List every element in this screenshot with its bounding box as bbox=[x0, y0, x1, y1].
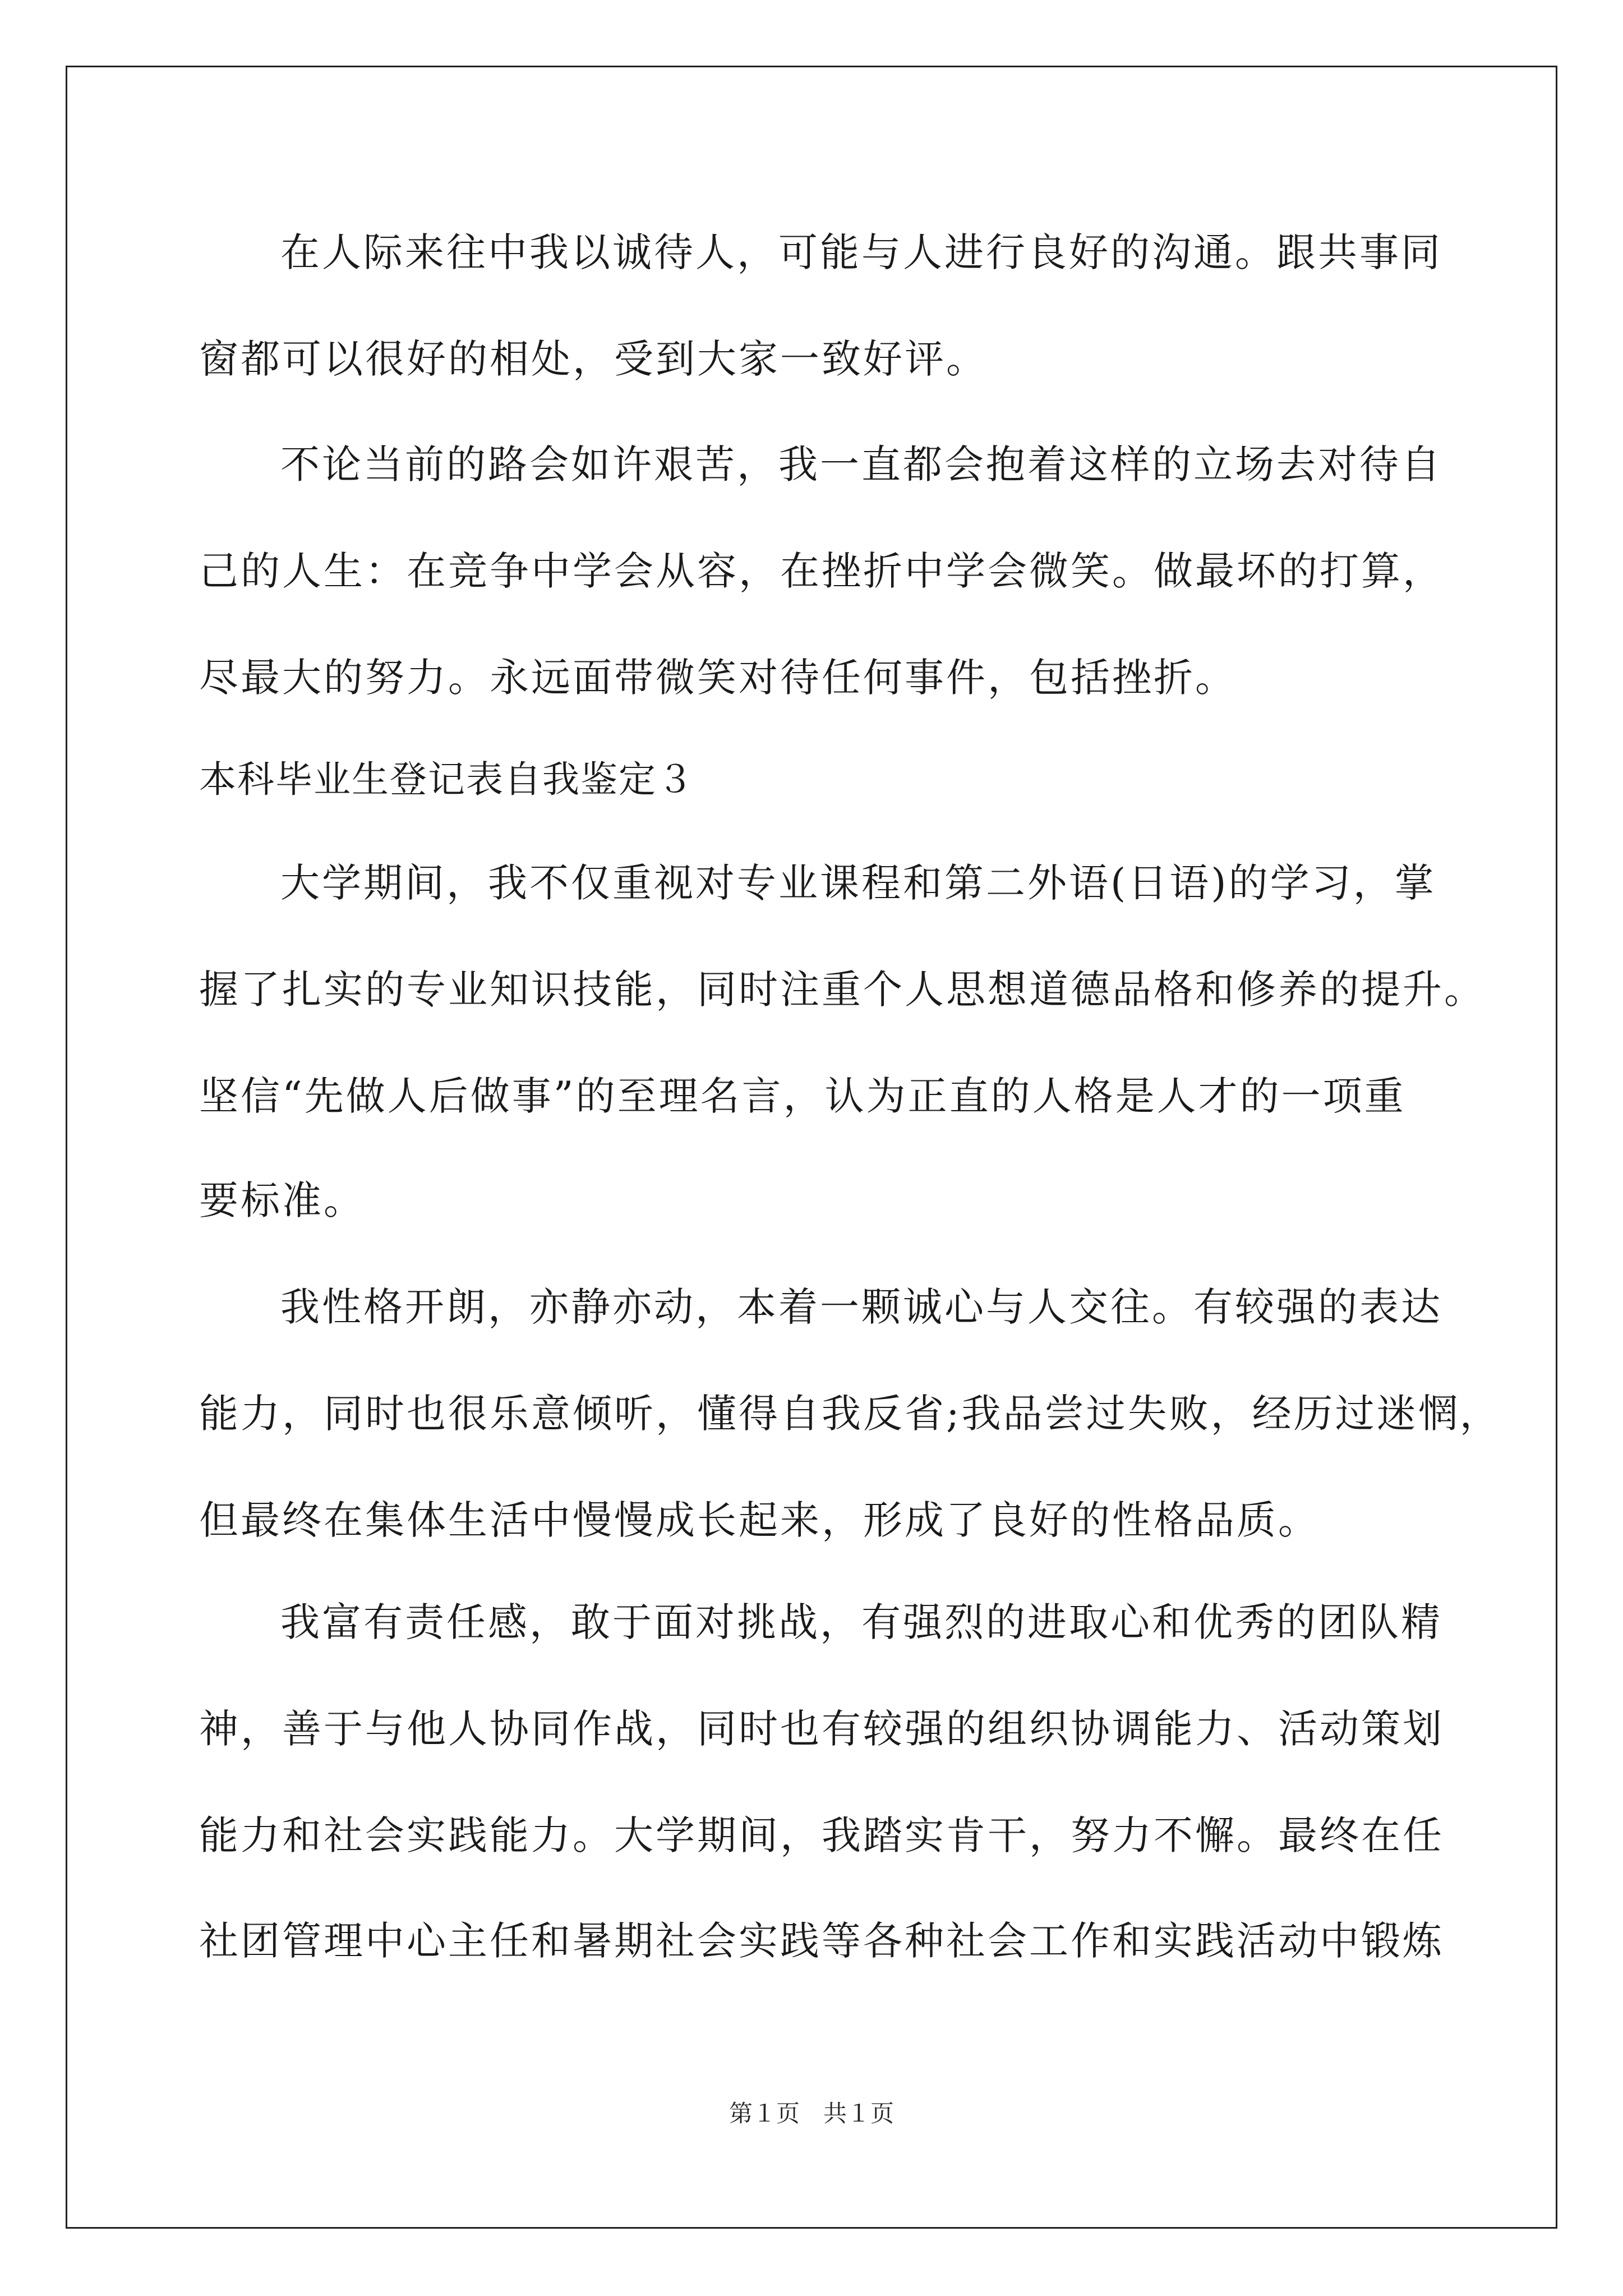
paragraph-3-line-4: 要标准。 bbox=[199, 1177, 365, 1223]
paragraph-5-line-3: 能力和社会实践能力。大学期间，我踏实肯干，努力不懈。最终在任 bbox=[199, 1812, 1444, 1858]
paragraph-2-line-3: 尽最大的努力。永远面带微笑对待任何事件，包括挫折。 bbox=[199, 655, 1237, 701]
paragraph-1-line-2: 窗都可以很好的相处，受到大家一致好评。 bbox=[199, 336, 988, 382]
paragraph-1-line-1: 在人际来往中我以诚待人，可能与人进行良好的沟通。跟共事同 bbox=[280, 229, 1442, 275]
paragraph-5-line-4: 社团管理中心主任和暑期社会实践等各种社会工作和实践活动中锻炼 bbox=[199, 1918, 1444, 1964]
paragraph-3-line-3: 坚信“先做人后做事”的至理名言，认为正直的人格是人才的一项重 bbox=[199, 1073, 1406, 1119]
paragraph-4-line-3: 但最终在集体生活中慢慢成长起来，形成了良好的性格品质。 bbox=[199, 1497, 1320, 1543]
paragraph-2-line-1: 不论当前的路会如许艰苦，我一直都会抱着这样的立场去对待自 bbox=[280, 441, 1442, 487]
paragraph-5-line-2: 神，善于与他人协同作战，同时也有较强的组织协调能力、活动策划 bbox=[199, 1706, 1444, 1752]
section-heading: 本科毕业生登记表自我鉴定３ bbox=[199, 758, 695, 801]
paragraph-4-line-1: 我性格开朗，亦静亦动，本着一颗诚心与人交往。有较强的表达 bbox=[280, 1284, 1442, 1330]
page-border bbox=[66, 66, 1557, 2229]
paragraph-3-line-1: 大学期间，我不仅重视对专业课程和第二外语(日语)的学习，掌 bbox=[280, 860, 1436, 906]
page-footer: 第１页 共１页 bbox=[728, 2100, 894, 2127]
paragraph-2-line-2: 己的人生：在竞争中学会从容，在挫折中学会微笑。做最坏的打算， bbox=[199, 548, 1444, 594]
paragraph-4-line-2: 能力，同时也很乐意倾听，懂得自我反省;我品尝过失败，经历过迷惘， bbox=[199, 1391, 1501, 1437]
paragraph-3-line-2: 握了扎实的专业知识技能，同时注重个人思想道德品格和修养的提升。 bbox=[199, 967, 1486, 1013]
paragraph-5-line-1: 我富有责任感，敢于面对挑战，有强烈的进取心和优秀的团队精 bbox=[280, 1599, 1442, 1645]
